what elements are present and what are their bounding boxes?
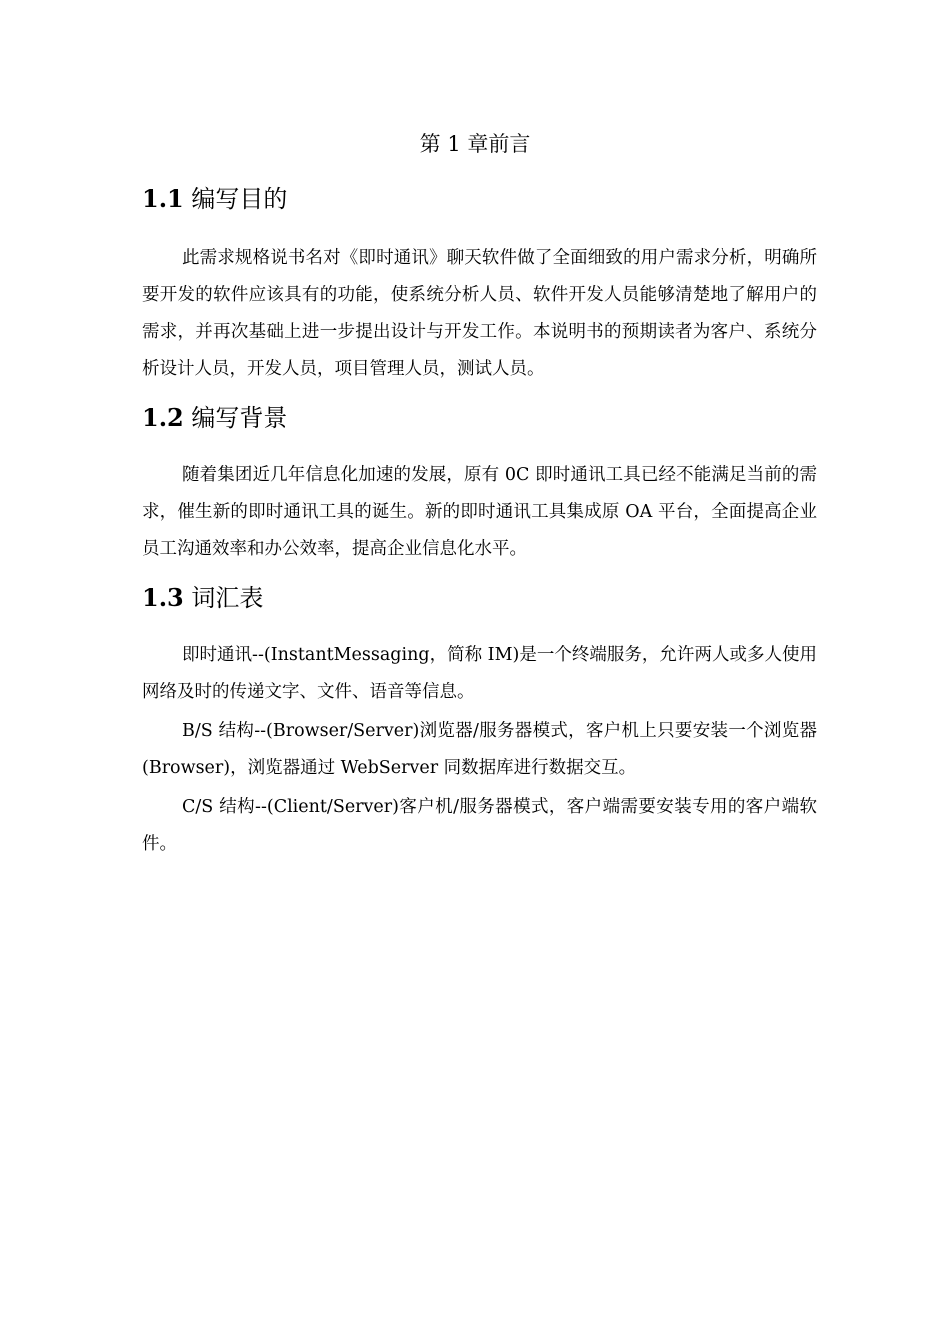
section-title: 词汇表 [191, 584, 264, 612]
chapter-title: 第 1 章前言 [419, 132, 531, 156]
section-heading-1-1 [142, 183, 287, 215]
paragraph-glossary-cs: C/S 结构--(Client/Server)客户机/服务器模式，客户端需要安装专用的客户端软件。 [142, 797, 817, 854]
section-number: 1.2 [142, 403, 184, 432]
paragraph-purpose: 此需求规格说书名对《即时通讯》聊天软件做了全面细致的用户需求分析，明确所要开发的软件应该具有的功能，使系统分析人员、软件开发人员能够清楚地了解用户的需求，并再次基础上进一步提出设计与开发工作。本说明书的预期读者为客户、系统分析设计人员，开发人员，项目管理人员，测试人员。 [142, 248, 817, 379]
section-heading-1-3 [142, 582, 263, 614]
section-heading-1-2 [142, 402, 287, 434]
paragraph-background: 随着集团近几年信息化加速的发展，原有 0C 即时通讯工具已经不能满足当前的需求，催生新的即时通讯工具的诞生。新的即时通讯工具集成原 OA 平台，全面提高企业员工沟通效率和办公效率，提高企业信息化水平。 [142, 465, 817, 559]
paragraph-glossary-bs: B/S 结构--(Browser/Server)浏览器/服务器模式，客户机上只要安装一个浏览器(Browser)，浏览器通过 WebServer 同数据库进行数据交互。 [142, 721, 817, 778]
section-number: 1.1 [142, 184, 184, 213]
section-number: 1.3 [142, 583, 184, 612]
paragraph-glossary-im: 即时通讯--(InstantMessaging，简称 IM)是一个终端服务，允许两人或多人使用网络及时的传递文字、文件、语音等信息。 [142, 645, 817, 702]
section-title: 编写目的 [191, 185, 288, 213]
section-title: 编写背景 [191, 404, 288, 432]
